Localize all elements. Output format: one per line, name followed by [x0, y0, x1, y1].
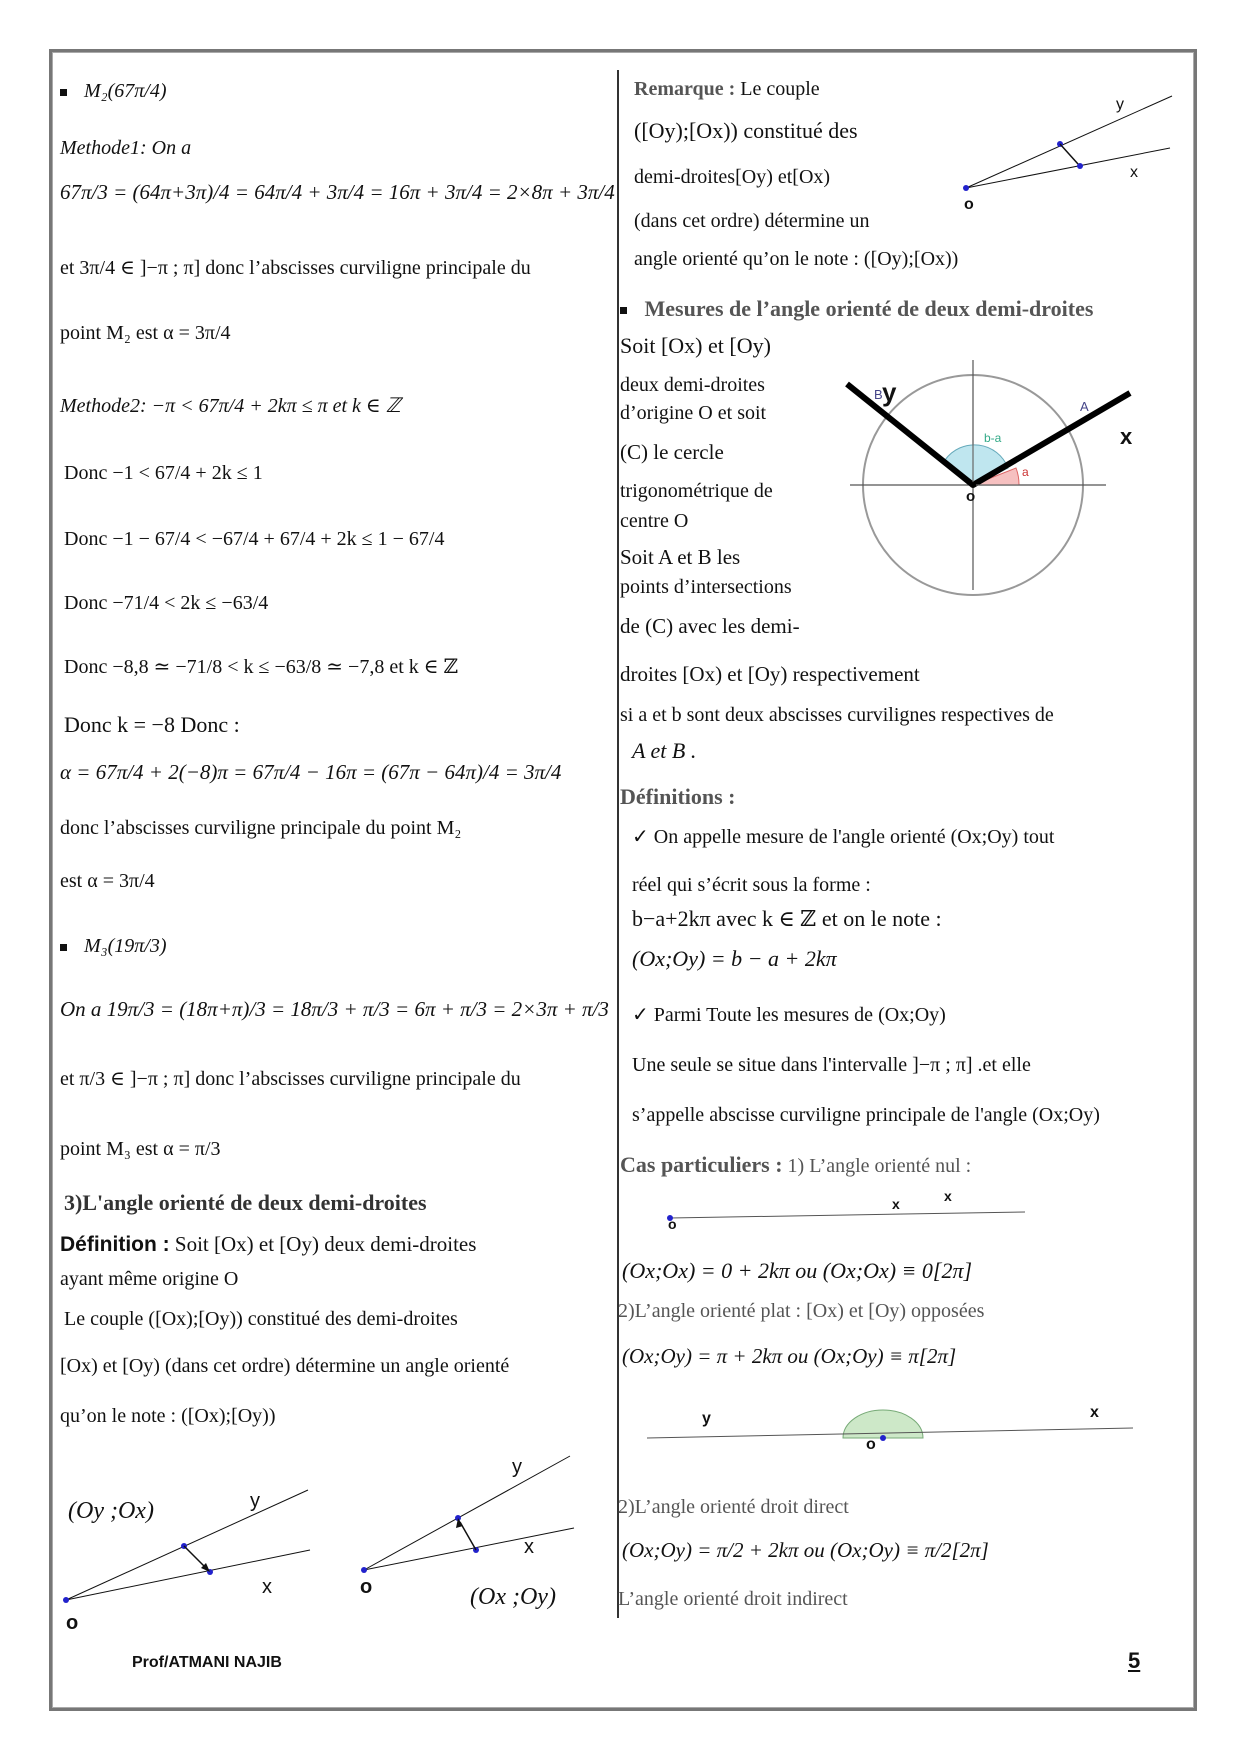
- mesures-title: Mesures de l’angle orienté de deux demi-droites: [644, 296, 1094, 321]
- fig2-label-y: y: [512, 1456, 522, 1478]
- m3-label: M₃(19π/3): [84, 935, 167, 957]
- soit-line-6: centre O: [620, 510, 689, 532]
- equation-m2-decomp: 67π/3 = (64π+3π)/4 = 64π/4 + 3π/4 = 16π + 3π/4 = 2×8π + 3π/4: [60, 180, 615, 204]
- footer-author: Prof/ATMANI NAJIB: [132, 1654, 282, 1671]
- methode2: Methode2: −π < 67π/4 + 2kπ ≤ π et k ∈ ℤ: [60, 395, 401, 417]
- remarque-label-y: y: [1116, 96, 1124, 113]
- plat-label-x: x: [1090, 1404, 1099, 1421]
- alpha-equation: α = 67π/4 + 2(−8)π = 67π/4 − 16π = (67π − 64π)/4 = 3π/4: [60, 760, 562, 784]
- soit-line-9: de (C) avec les demi-: [620, 614, 800, 638]
- plat-label-o: o: [866, 1436, 876, 1453]
- angle-plat-figure: [645, 1400, 1135, 1460]
- soit-line-12: A et B .: [632, 738, 697, 763]
- cas-2-equation: (Ox;Oy) = π + 2kπ ou (Ox;Oy) ≡ π[2π]: [622, 1344, 957, 1368]
- fig1-label-x: x: [262, 1576, 272, 1598]
- donc-step-5: Donc k = −8 Donc :: [64, 712, 240, 737]
- definition-2: ✓ Parmi Toute les mesures de (Ox;Oy): [632, 1004, 946, 1026]
- point-m3-alpha: point M₃ est α = π/3: [60, 1138, 221, 1160]
- cas-2-label: 2)L’angle orienté plat : [Ox) et [Oy) opposées: [618, 1300, 985, 1322]
- bullet-icon: [60, 89, 67, 96]
- couple-line: Le couple ([Ox);[Oy)) constitué des demi-droites: [64, 1308, 458, 1330]
- bullet-icon: [60, 944, 67, 951]
- cas-1-label: 1) L’angle orienté nul :: [787, 1155, 972, 1177]
- remarque-label-o: o: [964, 196, 974, 213]
- circle-label-a: a: [1022, 465, 1029, 479]
- definitions-title: Définitions :: [620, 784, 736, 809]
- circle-label-o: o: [966, 488, 976, 505]
- page-number: 5: [1128, 1648, 1141, 1673]
- donc-step-2: Donc −1 − 67/4 < −67/4 + 67/4 + 2k ≤ 1 − 67/4: [64, 528, 445, 550]
- mesures-title-line: [620, 296, 1093, 321]
- cas-title: Cas particuliers :: [620, 1152, 783, 1177]
- remarque-text: Le couple: [740, 78, 820, 100]
- m2-label: M₂(67π/4): [84, 80, 167, 102]
- angle-nul-figure: [660, 1200, 1030, 1240]
- definition-line: [60, 1232, 476, 1257]
- circle-label-b-minus-a: b-a: [984, 431, 1002, 445]
- remarque-figure: [960, 90, 1180, 200]
- point-m2-alpha: point M₂ est α = 3π/4: [60, 322, 231, 344]
- soit-line-2: deux demi-droites: [620, 374, 765, 396]
- donc-step-1: Donc −1 < 67/4 + 2k ≤ 1: [64, 462, 263, 484]
- m2-heading: [60, 80, 167, 103]
- soit-line-3: d’origine O et soit: [620, 402, 767, 424]
- fig1-label-y: y: [250, 1490, 260, 1512]
- definition-1: ✓ On appelle mesure de l'angle orienté (Ox;Oy) tout: [632, 826, 1055, 848]
- remarque-note: angle orienté qu’on le note : ([Oy);[Ox)): [634, 248, 959, 270]
- equation-m3-decomp: On a 19π/3 = (18π+π)/3 = 18π/3 + π/3 = 6π + π/3 = 2×3π + π/3: [60, 997, 609, 1021]
- remarque-title: Remarque :: [634, 78, 736, 100]
- remarque-ordre: (dans cet ordre) détermine un: [634, 210, 870, 232]
- section-3-title: 3)L'angle orienté de deux demi-droites: [64, 1190, 427, 1215]
- remarque-demidroites: demi-droites[Oy) et[Ox): [634, 166, 831, 188]
- check-icon: ✓: [632, 1004, 654, 1026]
- donc-abscisse: donc l’abscisses curviligne principale du point M₂: [60, 817, 462, 839]
- fig1-angle-label: (Oy ;Ox): [68, 1498, 154, 1524]
- cas-3-label: 2)L’angle orienté droit direct: [618, 1496, 849, 1518]
- et-line-m3: et π/3 ∈ ]−π ; π] donc l’abscisses curviligne principale du: [60, 1068, 521, 1090]
- fig1-label-o: o: [66, 1612, 79, 1634]
- circle-point-A: A: [1080, 399, 1089, 414]
- soit-line-1: Soit [Ox) et [Oy): [620, 333, 771, 358]
- definition-1d: (Ox;Oy) = b − a + 2kπ: [632, 946, 837, 971]
- donc-step-3: Donc −71/4 < 2k ≤ −63/4: [64, 592, 269, 614]
- check-icon: ✓: [632, 826, 654, 848]
- definition-1b: réel qui s’écrit sous la forme :: [632, 874, 871, 896]
- soit-line-8: points d’intersections: [620, 576, 792, 598]
- figure-ox-oy: [360, 1450, 580, 1590]
- soit-line-7: Soit A et B les: [620, 545, 741, 569]
- definition-2b: Une seule se situe dans l'intervalle ]−π ; π] .et elle: [632, 1054, 1031, 1076]
- note-line: qu’on le note : ([Ox);[Oy)): [60, 1405, 276, 1427]
- soit-line-5: trigonométrique de: [620, 480, 773, 502]
- circle-label-y: y: [882, 377, 897, 407]
- soit-line-10: droites [Ox) et [Oy) respectivement: [620, 662, 920, 686]
- est-alpha: est α = 3π/4: [60, 870, 155, 892]
- soit-line-4: (C) le cercle: [620, 440, 724, 464]
- couple-line-2: [Ox) et [Oy) (dans cet ordre) détermine un angle orienté: [60, 1355, 510, 1377]
- remarque-couple: ([Oy);[Ox)) constitué des: [634, 118, 858, 143]
- cas-3-equation: (Ox;Oy) = π/2 + 2kπ ou (Ox;Oy) ≡ π/2[2π]: [622, 1538, 989, 1562]
- fig2-angle-label: (Ox ;Oy): [470, 1584, 556, 1610]
- fig2-label-x: x: [524, 1536, 534, 1558]
- methode1: Methode1: On a: [60, 137, 192, 159]
- plat-label-y: y: [702, 1410, 711, 1427]
- nul-label-x2: x: [944, 1188, 952, 1204]
- definition-text-2: ayant même origine O: [60, 1268, 239, 1290]
- circle-label-x: x: [1120, 424, 1133, 449]
- remarque-line: [634, 78, 820, 101]
- et-line-m2: et 3π/4 ∈ ]−π ; π] donc l’abscisses curviligne principale du: [60, 257, 531, 279]
- bullet-icon: [620, 307, 627, 314]
- nul-label-x1: x: [892, 1196, 900, 1212]
- soit-line-11: si a et b sont deux abscisses curvilignes respectives de: [620, 704, 1054, 726]
- cas-4-label: L’angle orienté droit indirect: [618, 1588, 848, 1610]
- nul-label-o: o: [668, 1216, 677, 1232]
- remarque-label-x: x: [1130, 164, 1138, 181]
- cas-particuliers-line: [620, 1152, 971, 1178]
- definition-1c: b−a+2kπ avec k ∈ ℤ et on le note :: [632, 906, 942, 931]
- donc-step-4: Donc −8,8 ≃ −71/8 < k ≤ −63/8 ≃ −7,8 et k ∈ ℤ: [64, 656, 459, 678]
- column-divider: [617, 70, 619, 1618]
- circle-point-B: B: [874, 387, 883, 402]
- cas-1-equation: (Ox;Ox) = 0 + 2kπ ou (Ox;Ox) ≡ 0[2π]: [622, 1258, 973, 1283]
- definition-text: Soit [Ox) et [Oy) deux demi-droites: [174, 1232, 477, 1256]
- definition-title: Définition :: [60, 1233, 170, 1256]
- m3-heading: [60, 935, 167, 958]
- fig2-label-o: o: [360, 1576, 373, 1598]
- definition-2c: s’appelle abscisse curviligne principale de l'angle (Ox;Oy): [632, 1104, 1100, 1126]
